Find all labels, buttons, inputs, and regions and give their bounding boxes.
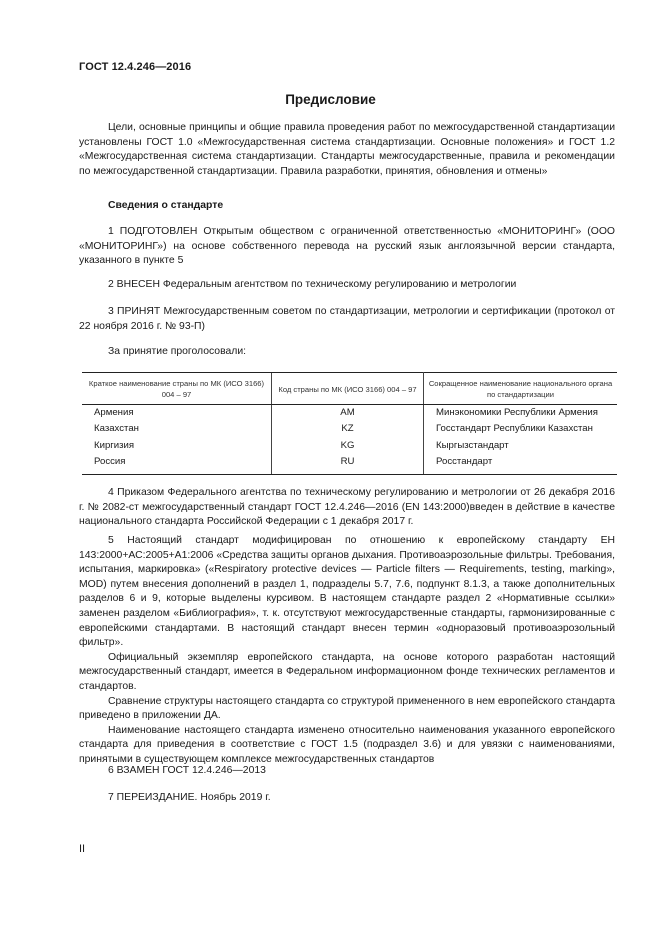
item-4-text: 4 Приказом Федерального агентства по техническому регулированию и метрологии от 26 декабря 2016 г. № 2082-ст межгосударственный стандарт ГОСТ 12.4.246—2016 (EN 143:2000)введен в действие в качестве национального стандарта Российской Федерации с 1 декабря 2017 г.	[79, 487, 615, 528]
cell-code: KG	[272, 438, 424, 454]
item-7: 7 ПЕРЕИЗДАНИЕ. Ноябрь 2019 г.	[108, 792, 271, 803]
cell-country: Армения	[94, 407, 134, 418]
column-header-body: Сокращенное наименование национального органа по стандартизации	[424, 373, 618, 405]
intro-text: Цели, основные принципы и общие правила проведения работ по межгосударственной стандартизации установлены ГОСТ 1.0 «Межгосударственная система стандартизации. Основные положения» и ГОСТ 1.2 «Межгосударственная система стандартизации. Стандарты межгосударственные, правила и рекомендации по межгосударственной стандартизации. Правила разработки, принятия, обновления и отмены»	[79, 122, 615, 177]
page-number: II	[79, 843, 86, 855]
intro-paragraph	[79, 121, 615, 179]
cell-body: Кыргызстандарт	[436, 439, 509, 451]
cell-body: Минэкономики Республики Армения	[436, 407, 598, 418]
voted-label: За принятие проголосовали:	[108, 346, 247, 357]
item-1-text: 1 ПОДГОТОВЛЕН Открытым обществом с ограниченной ответственностью «МОНИТОРИНГ» (ООО «МОНИТОРИНГ») на основе собственного перевода на русский язык англоязычной версии стандарта, указанного в пункте 5	[79, 226, 615, 267]
item-3	[79, 305, 615, 334]
cell-code: AM	[272, 405, 424, 422]
table-header-row	[82, 373, 617, 405]
cell-code: KZ	[272, 421, 424, 437]
column-header-country: Краткое наименование страны по МК (ИСО 3166) 004 – 97	[82, 373, 272, 405]
document-header: ГОСТ 12.4.246—2016	[79, 61, 192, 73]
cell-country: Киргизия	[94, 439, 135, 451]
item-5-text: 5 Настоящий стандарт модифицирован по отношению к европейскому стандарту ЕН 143:2000+АС:2005+А1:2006 «Средства защиты органов дыхания. Противоаэрозольные фильтры. Требования, испытания, маркировка» («Respiratory protective devices — Particle filters — Requirements, testing, marking», MOD) путем внесения дополнений в раздел 1, подразделы 5.7, 7.6, подпункт 8.1.3, а также дополнительных разделов 6 и 9, которые выделены курсивом. В настоящем стандарте раздел 2 «Нормативные ссылки» заменен разделом «Библиография», т. к. отсутствуют межгосударственные стандарты, гармонизированные с европейскими стандартами. В настоящий стандарт внесен термин «одноразовый противоаэрозольный фильтр».	[79, 535, 615, 649]
cell-code: RU	[272, 454, 424, 474]
standard-info-heading: Сведения о стандарте	[108, 200, 224, 211]
table-row	[82, 454, 617, 474]
item-5-paragraph-2: Официальный экземпляр европейского стандарта, на основе которого разработан настоящий межгосударственный стандарт, имеется в Федеральном информационном фонде технических регламентов и стандартов.	[79, 651, 615, 692]
item-2: 2 ВНЕСЕН Федеральным агентством по техническому регулированию и метрологии	[108, 279, 517, 290]
item-6: 6 ВЗАМЕН ГОСТ 12.4.246—2013	[108, 765, 266, 776]
table-row	[82, 421, 617, 437]
table-row	[82, 405, 617, 422]
item-1	[79, 225, 615, 269]
item-4	[79, 486, 615, 530]
table-row	[82, 438, 617, 454]
item-5-paragraph-4: Наименование настоящего стандарта изменено относительно наименования указанного европейского стандарта для приведения в соответствие с ГОСТ 1.5 (подраздел 3.6) и для увязки с наименованиями, принятыми в существующем комплексе межгосударственных стандартов	[79, 724, 615, 765]
cell-body: Росстандарт	[424, 454, 618, 474]
cell-country: Россия	[82, 454, 272, 474]
cell-body: Госстандарт Республики Казахстан	[436, 423, 593, 435]
cell-country: Казахстан	[94, 423, 139, 435]
item-3-text: 3 ПРИНЯТ Межгосударственным советом по стандартизации, метрологии и сертификации (протокол от 22 ноября 2016 г. № 93-П)	[79, 306, 615, 332]
voting-table	[82, 372, 617, 475]
item-5-paragraph-3: Сравнение структуры настоящего стандарта со структурой примененного в нем европейского стандарта приведено в приложении ДА.	[79, 695, 615, 722]
column-header-code: Код страны по МК (ИСО 3166) 004 – 97	[272, 373, 424, 405]
item-5	[79, 534, 615, 768]
page-title: Предисловие	[285, 92, 376, 107]
